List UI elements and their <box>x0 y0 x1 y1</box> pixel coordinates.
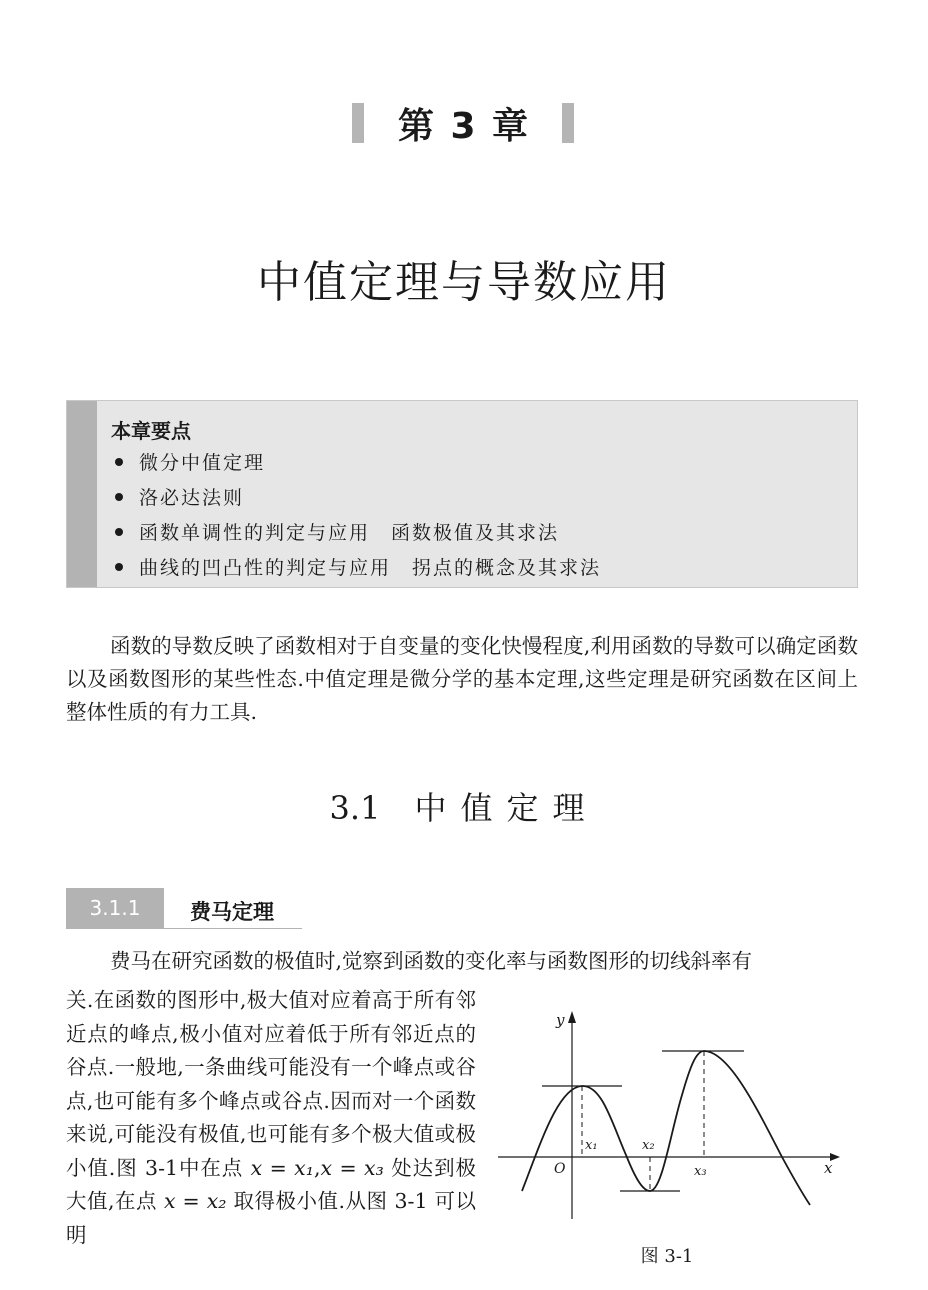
bullet-icon <box>115 458 123 466</box>
chapter-title: 中值定理与导数应用 <box>257 257 671 308</box>
x3-label: x₃ <box>694 1164 707 1179</box>
subsection-title: 费马定理 <box>190 900 274 924</box>
x1-label: x₁ <box>585 1138 598 1153</box>
key-points-box <box>66 400 858 588</box>
equation-x3: x = x₃ <box>320 1155 384 1180</box>
equation-x2: x = x₂ <box>163 1189 227 1213</box>
origin-label: O <box>554 1161 566 1177</box>
key-points-heading: 本章要点 <box>111 419 191 443</box>
x2-label: x₂ <box>642 1138 655 1153</box>
list-item: 微分中值定理 <box>115 449 601 484</box>
bullet-icon <box>115 493 123 501</box>
x-axis-label: x <box>824 1159 833 1177</box>
chapter-label: 第 3 章 <box>397 106 531 147</box>
list-item: 曲线的凹凸性的判定与应用 拐点的概念及其求法 <box>115 554 601 589</box>
y-axis-label: y <box>556 1011 565 1029</box>
chapter-bar-right <box>562 103 574 143</box>
key-points-list <box>115 449 601 589</box>
subsection-heading <box>66 888 302 930</box>
body-first-line: 费马在研究函数的极值时,觉察到函数的变化率与函数图形的切线斜率有 <box>110 949 753 973</box>
section-number: 3.1 <box>329 789 381 827</box>
bullet-icon <box>115 563 123 571</box>
list-item: 函数单调性的判定与应用 函数极值及其求法 <box>115 519 601 554</box>
bullet-icon <box>115 528 123 536</box>
figure-caption: 图 3-1 <box>640 1246 694 1267</box>
subsection-number: 3.1.1 <box>66 888 164 928</box>
equation-x1: x = x₁ <box>250 1155 314 1180</box>
key-points-sidebar <box>67 401 97 587</box>
y-axis-arrow-icon <box>568 1011 576 1023</box>
function-curve <box>522 1051 810 1205</box>
intro-paragraph: 函数的导数反映了函数相对于自变量的变化快慢程度,利用函数的导数可以确定函数以及函数图形的某些性态.中值定理是微分学的基本定理,这些定理是研究函数在区间上整体性质的有力工具. <box>66 634 858 724</box>
section-name: 中值定理 <box>414 789 599 827</box>
figure-3-1 <box>490 1005 850 1225</box>
section-title <box>0 783 928 829</box>
body-paragraph: 关.在函数的图形中,极大值对应着高于所有邻近点的峰点,极小值对应着低于所有邻近点的谷点.一般地,一条曲线可能没有一个峰点或谷点,也可能有多个峰点或谷点.因而对一个函数来说,可能没有极值,也可能有多个极大值或极小值.图 3-1中在点 x = x₁,x = x₃ 处达到极大值,在点 x = x₂ 取得极小值.从图 3-1 可以明 <box>66 988 476 1247</box>
list-item: 洛必达法则 <box>115 484 601 519</box>
subsection-rule <box>66 928 302 929</box>
